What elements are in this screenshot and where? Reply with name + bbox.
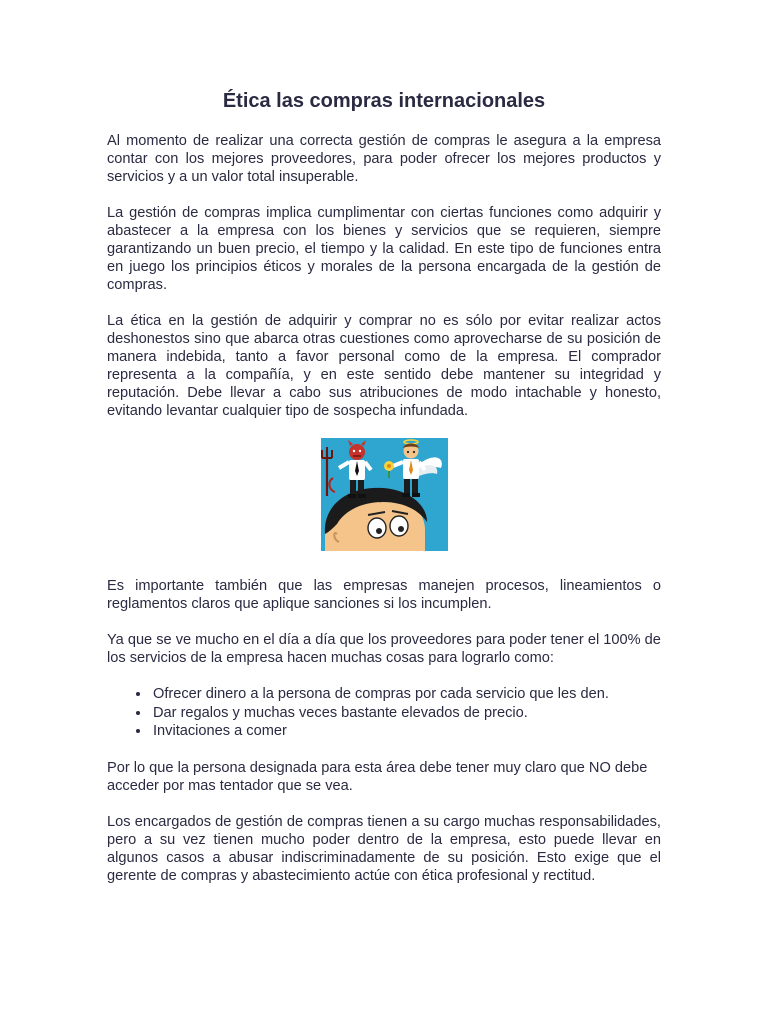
bullet-list [107, 685, 661, 741]
ethics-illustration [321, 438, 448, 551]
document-title: Ética las compras internacionales [222, 90, 546, 112]
bullet-item: • Dar regalos y muchas veces bastante elevados de precio. [151, 704, 661, 723]
paragraph-1: Al momento de realizar una correcta gestión de compras le asegura a la empresa contar con los mejores proveedores, para poder ofrecer los mejores productos y servicios y a un valor total insuperable. [107, 133, 661, 185]
paragraph-4: Es importante también que las empresas manejen procesos, lineamientos o reglamentos claros que aplique sanciones si los incumplen. [107, 578, 661, 612]
paragraph-3: La ética en la gestión de adquirir y comprar no es sólo por evitar realizar actos deshonestos sino que abarca otras cuestiones como aprovecharse de su posición de manera indebida, tanto a favor personal como de la empresa. El comprador representa a la compañía, y en este sentido debe mantener su integridad y reputación. Debe llevar a cabo sus atribuciones de modo intachable y honesto, evitando levantar cualquier tipo de sospecha infundada. [107, 313, 661, 419]
bullet-item: • Ofrecer dinero a la persona de compras por cada servicio que les den. [151, 685, 661, 704]
paragraph-6: Por lo que la persona designada para esta área debe tener muy claro que NO debe acceder por mas tentador que se vea. [107, 759, 648, 794]
paragraph-7: Los encargados de gestión de compras tienen a su cargo muchas responsabilidades, pero a su vez tienen mucho poder dentro de la empresa, esto puede llevar en algunos casos a abusar indiscriminadamente de su posición. Esto exige que el gerente de compras y abastecimiento actúe con ética profesional y rectitud. [107, 813, 661, 884]
paragraph-5: Ya que se ve mucho en el día a día que los proveedores para poder tener el 100% de los servicios de la empresa hacen muchas cosas para lograrlo como: [107, 632, 661, 666]
document-page [107, 88, 661, 903]
figure-container [107, 438, 661, 551]
bullet-item: • Invitaciones a comer [151, 722, 661, 741]
paragraph-2: La gestión de compras implica cumplimentar con ciertas funciones como adquirir y abastecer a la empresa con los bienes y servicios que se requieren, siempre garantizando un buen precio, el tiempo y la calidad. En este tipo de funciones entra en juego los principios éticos y morales de la persona encargada de la gestión de compras. [107, 205, 661, 293]
